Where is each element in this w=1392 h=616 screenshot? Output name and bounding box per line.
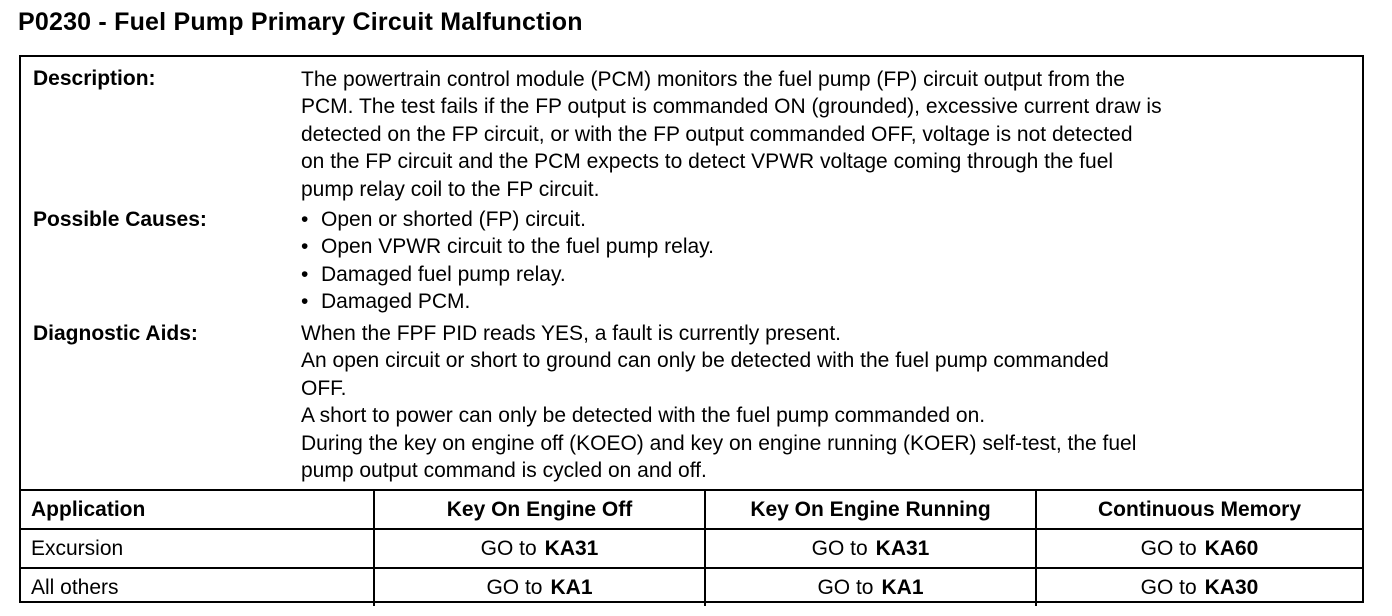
bullet-icon: • [301,235,309,259]
cause-item [301,233,1361,260]
application-cell: Excursion [21,529,374,568]
column-header-koeo: Key On Engine Off [374,490,705,529]
diagnostic-aids-line: pump output command is cycled on and off. [301,459,707,483]
cause-text: Open VPWR circuit to the fuel pump relay. [321,235,714,259]
goto-cell [705,568,1036,606]
goto-prefix: GO to [1140,575,1197,599]
goto-prefix: GO to [480,536,537,560]
description-line: The powertrain control module (PCM) monitors the fuel pump (FP) circuit output from the [301,68,1125,91]
goto-cell [374,568,705,606]
table-row [21,529,1362,568]
description-text [301,66,1361,203]
diagnostic-aids-label: Diagnostic Aids: [33,322,198,345]
diagnostic-aids-text [301,320,1361,484]
cause-text: Open or shorted (FP) circuit. [321,208,586,231]
cause-item [301,288,1361,315]
diagnostic-aids-line: OFF. [301,376,347,400]
page-title: P0230 - Fuel Pump Primary Circuit Malfunction [18,8,583,36]
diagnostic-aids-line: During the key on engine off (KOEO) and key on engine running (KOER) self-test, the fuel [301,431,1137,455]
column-header-continuous-memory: Continuous Memory [1036,490,1362,529]
goto-cell [1036,568,1362,606]
cause-text: Damaged PCM. [321,290,471,314]
bullet-icon: • [301,208,309,231]
application-cell: All others [21,568,374,606]
goto-code: KA31 [875,536,930,560]
description-line: PCM. The test fails if the FP output is commanded ON (grounded), excessive current draw is [301,95,1162,119]
goto-cell [374,529,705,568]
diagnostic-aids-line: A short to power can only be detected with the fuel pump commanded on. [301,404,986,428]
cause-item [301,261,1361,288]
bullet-icon: • [301,290,309,314]
dtc-info-table [19,55,1364,603]
description-label: Description: [33,67,156,90]
goto-code: KA30 [1204,575,1259,599]
possible-causes-list [301,206,1361,316]
cause-item [301,206,1361,233]
goto-cell [1036,529,1362,568]
table-header-row [21,490,1362,529]
diagnostic-aids-line: When the FPF PID reads YES, a fault is currently present. [301,322,842,345]
goto-code: KA60 [1204,536,1259,560]
column-header-application: Application [21,490,374,529]
cause-text: Damaged fuel pump relay. [321,262,566,286]
table-row [21,568,1362,606]
diagnostic-aids-line: An open circuit or short to ground can only be detected with the fuel pump commanded [301,349,1109,373]
goto-prefix: GO to [486,575,543,599]
application-table [21,489,1362,606]
goto-code: KA1 [881,575,924,599]
bullet-icon: • [301,262,309,286]
description-line: detected on the FP circuit, or with the FP output commanded OFF, voltage is not detected [301,122,1133,146]
description-line: pump relay coil to the FP circuit. [301,177,600,201]
goto-cell [705,529,1036,568]
possible-causes-label: Possible Causes: [33,208,207,231]
goto-code: KA1 [550,575,593,599]
goto-prefix: GO to [817,575,874,599]
goto-prefix: GO to [1140,536,1197,560]
goto-prefix: GO to [811,536,868,560]
column-header-koer: Key On Engine Running [705,490,1036,529]
description-line: on the FP circuit and the PCM expects to detect VPWR voltage coming through the fuel [301,150,1114,174]
goto-code: KA31 [544,536,599,560]
